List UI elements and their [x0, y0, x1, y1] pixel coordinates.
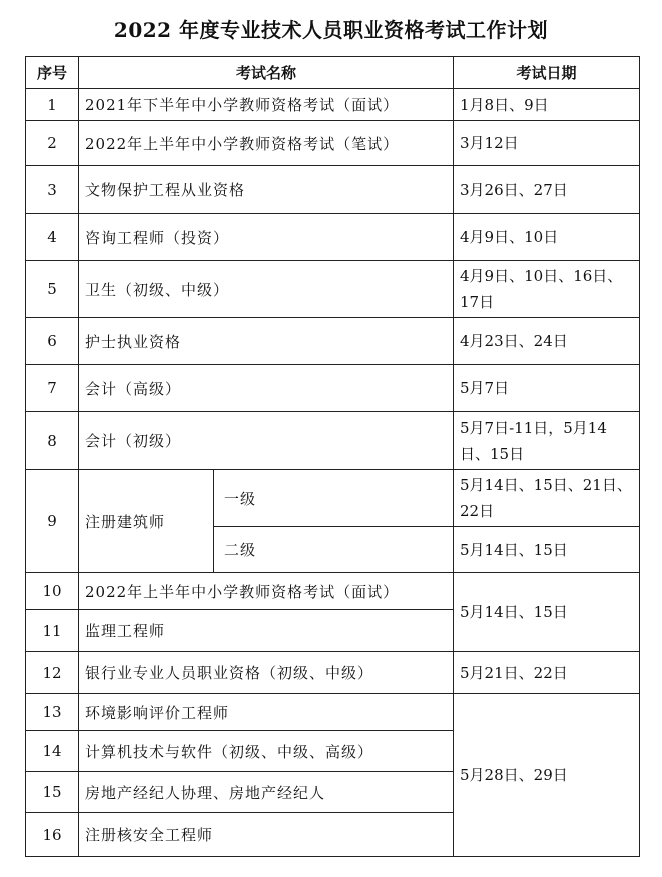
row-date: 3月26日、27日 — [454, 166, 640, 214]
page-title: 2022 年度专业技术人员职业资格考试工作计划 — [113, 18, 549, 42]
row-subname: 一级 — [214, 470, 454, 527]
row-date: 5月14日、15日 — [454, 573, 640, 652]
row-no: 1 — [26, 89, 79, 121]
row-no: 13 — [26, 694, 79, 731]
row-date: 5月28日、29日 — [454, 694, 640, 857]
row-name: 2022年上半年中小学教师资格考试（笔试） — [79, 121, 454, 166]
row-no: 3 — [26, 166, 79, 214]
table-row — [26, 121, 640, 166]
row-name: 环境影响评价工程师 — [79, 694, 454, 731]
row-no: 12 — [26, 652, 79, 694]
row-name: 银行业专业人员职业资格（初级、中级） — [79, 652, 454, 694]
table-header-row — [26, 57, 640, 89]
header-no: 序号 — [26, 57, 79, 89]
row-name: 会计（高级） — [79, 365, 454, 412]
row-date: 4月23日、24日 — [454, 318, 640, 365]
table-row — [26, 89, 640, 121]
table-row — [26, 261, 640, 318]
table-row — [26, 365, 640, 412]
row-no: 8 — [26, 412, 79, 470]
row-no: 15 — [26, 772, 79, 813]
row-no: 5 — [26, 261, 79, 318]
table-row — [26, 412, 640, 470]
row-date: 5月14日、15日 — [454, 527, 640, 573]
row-subname: 二级 — [214, 527, 454, 573]
table-row — [26, 573, 640, 610]
row-name: 注册建筑师 — [79, 470, 214, 573]
row-no: 6 — [26, 318, 79, 365]
row-date: 1月8日、9日 — [454, 89, 640, 121]
table-row — [26, 318, 640, 365]
row-name: 咨询工程师（投资） — [79, 214, 454, 261]
row-date: 4月9日、10日、16日、17日 — [454, 261, 640, 318]
row-name: 计算机技术与软件（初级、中级、高级） — [79, 731, 454, 772]
header-date: 考试日期 — [454, 57, 640, 89]
row-date: 5月7日 — [454, 365, 640, 412]
table-row — [26, 214, 640, 261]
table-row — [26, 694, 640, 731]
row-date: 5月7日-11日，5月14日、15日 — [454, 412, 640, 470]
row-name: 房地产经纪人协理、房地产经纪人 — [79, 772, 454, 813]
exam-schedule-table — [25, 56, 640, 857]
row-no: 2 — [26, 121, 79, 166]
row-name: 文物保护工程从业资格 — [79, 166, 454, 214]
row-no: 9 — [26, 470, 79, 573]
row-no: 11 — [26, 610, 79, 652]
row-no: 14 — [26, 731, 79, 772]
row-name: 监理工程师 — [79, 610, 454, 652]
table-row — [26, 652, 640, 694]
row-date: 3月12日 — [454, 121, 640, 166]
row-name: 会计（初级） — [79, 412, 454, 470]
row-name: 卫生（初级、中级） — [79, 261, 454, 318]
row-no: 16 — [26, 813, 79, 857]
table-row — [26, 470, 640, 527]
row-no: 7 — [26, 365, 79, 412]
row-name: 2021年下半年中小学教师资格考试（面试） — [79, 89, 454, 121]
row-no: 4 — [26, 214, 79, 261]
row-date: 4月9日、10日 — [454, 214, 640, 261]
row-date: 5月21日、22日 — [454, 652, 640, 694]
row-name: 2022年上半年中小学教师资格考试（面试） — [79, 573, 454, 610]
row-name: 注册核安全工程师 — [79, 813, 454, 857]
row-name: 护士执业资格 — [79, 318, 454, 365]
table-row — [26, 166, 640, 214]
header-name: 考试名称 — [79, 57, 454, 89]
row-no: 10 — [26, 573, 79, 610]
row-date: 5月14日、15日、21日、22日 — [454, 470, 640, 527]
